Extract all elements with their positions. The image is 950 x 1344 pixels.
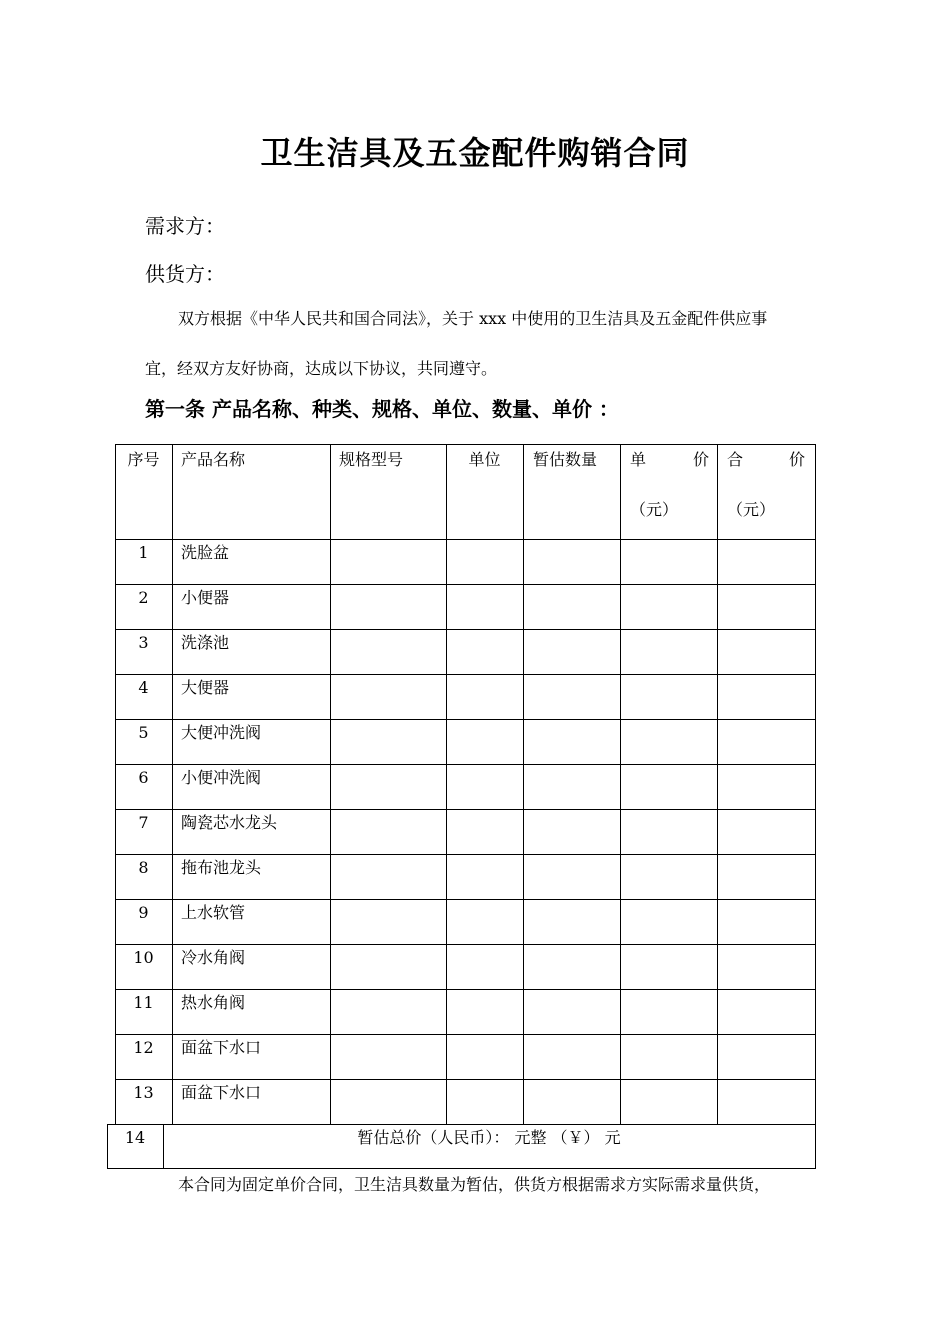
header-unit-price-char: 价 <box>692 450 709 469</box>
header-spec: 规格型号 <box>339 450 404 469</box>
table-column-divider <box>172 444 173 1124</box>
total-row-top-border <box>107 1124 816 1125</box>
table-column-divider <box>446 444 447 1124</box>
row-product-name: 洗涤池 <box>181 633 230 652</box>
row-product-name: 大便冲洗阀 <box>181 723 262 742</box>
table-row-divider <box>115 989 816 990</box>
row-seq: 4 <box>138 678 149 697</box>
row-seq: 8 <box>138 858 149 877</box>
row-seq: 10 <box>133 948 154 967</box>
table-border-top <box>115 444 816 445</box>
table-row-divider <box>115 719 816 720</box>
table-row-divider <box>115 674 816 675</box>
intro-line-1: 双方根据《中华人民共和国合同法》，关于 xxx 中使用的卫生洁具及五金配件供应事 <box>178 309 768 328</box>
table-row-divider <box>115 584 816 585</box>
table-row-divider <box>115 1034 816 1035</box>
table-column-divider <box>523 444 524 1124</box>
table-row-divider <box>115 809 816 810</box>
table-row-divider <box>115 1079 816 1080</box>
header-total-price-char: 合 <box>727 450 744 469</box>
row-seq: 3 <box>138 633 149 652</box>
table-row-divider <box>115 764 816 765</box>
footer-text: 本合同为固定单价合同，卫生洁具数量为暂估，供货方根据需求方实际需求量供货， <box>178 1175 771 1194</box>
total-row-seq: 14 <box>124 1128 146 1147</box>
row-product-name: 冷水角阀 <box>181 948 246 967</box>
table-row-divider <box>115 854 816 855</box>
row-seq: 1 <box>138 543 149 562</box>
table-header-divider <box>115 539 816 540</box>
table-column-divider <box>620 444 621 1124</box>
row-product-name: 拖布池龙头 <box>181 858 262 877</box>
total-row-right-border <box>815 1124 816 1169</box>
supplier-label: 供货方： <box>145 262 225 286</box>
header-seq: 序号 <box>127 450 160 469</box>
row-product-name: 热水角阀 <box>181 993 246 1012</box>
row-product-name: 上水软管 <box>181 903 246 922</box>
row-seq: 7 <box>138 813 149 832</box>
header-unit-price <box>630 450 709 470</box>
document-title: 卫生洁具及五金配件购销合同 <box>260 134 690 172</box>
row-product-name: 面盆下水口 <box>181 1083 262 1102</box>
header-total-price <box>727 450 805 470</box>
row-seq: 12 <box>133 1038 154 1057</box>
header-unit-price-yuan: （元） <box>630 500 679 519</box>
row-product-name: 大便器 <box>181 678 230 697</box>
header-product-name: 产品名称 <box>181 450 246 469</box>
header-estimated-qty: 暂估数量 <box>533 450 598 469</box>
row-product-name: 小便冲洗阀 <box>181 768 262 787</box>
demand-party-label: 需求方： <box>145 214 225 238</box>
row-product-name: 陶瓷芯水龙头 <box>181 813 278 832</box>
total-row-text: 暂估总价（人民币）： 元整 （￥） 元 <box>357 1128 621 1147</box>
header-total-price-char: 价 <box>788 450 805 469</box>
row-seq: 6 <box>138 768 149 787</box>
row-product-name: 小便器 <box>181 588 230 607</box>
header-total-price-yuan: （元） <box>727 500 776 519</box>
table-column-divider <box>815 444 816 1124</box>
row-seq: 11 <box>133 993 154 1012</box>
table-row-divider <box>115 899 816 900</box>
row-product-name: 面盆下水口 <box>181 1038 262 1057</box>
total-row-bottom-border <box>107 1168 816 1169</box>
table-column-divider <box>717 444 718 1124</box>
row-seq: 2 <box>138 588 149 607</box>
table-row-divider <box>115 944 816 945</box>
row-seq: 13 <box>133 1083 154 1102</box>
row-seq: 5 <box>138 723 149 742</box>
intro-line-2: 宜，经双方友好协商，达成以下协议，共同遵守。 <box>145 359 498 378</box>
table-row-divider <box>115 629 816 630</box>
article-1-heading: 第一条 产品名称、种类、规格、单位、数量、单价 ： <box>145 397 619 421</box>
row-product-name: 洗脸盆 <box>181 543 230 562</box>
header-unit-price-char: 单 <box>630 450 647 469</box>
header-unit: 单位 <box>468 450 501 469</box>
row-seq: 9 <box>138 903 149 922</box>
table-column-divider <box>330 444 331 1124</box>
